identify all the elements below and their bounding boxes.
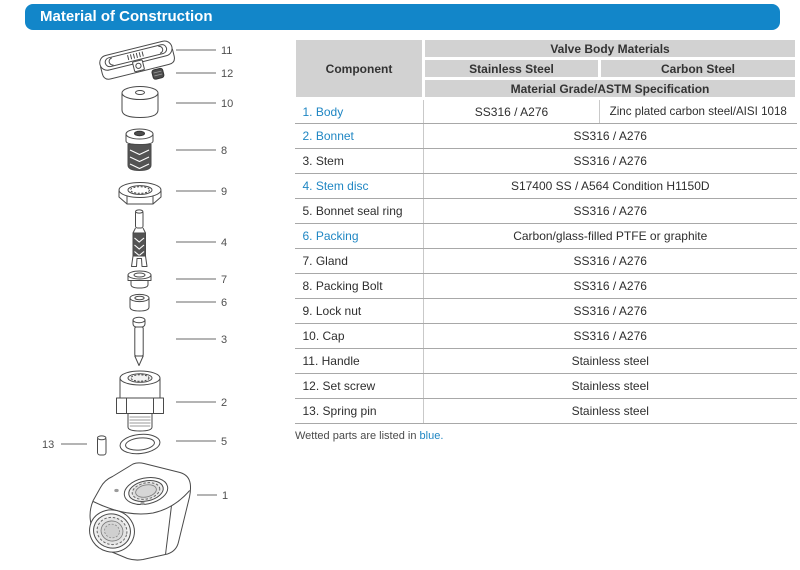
header-component: Component [295, 39, 424, 99]
table-row [295, 249, 797, 274]
material-cell: Stainless steel [424, 399, 797, 424]
material-cell: SS316 / A276 [424, 199, 797, 224]
part-packing-bolt [126, 129, 153, 171]
header-valve-body-materials: Valve Body Materials [424, 39, 797, 59]
table-row [295, 324, 797, 349]
component-cell: 2. Bonnet [295, 124, 424, 149]
callout-2: 2 [221, 397, 228, 409]
footnote-highlight: blue. [419, 430, 444, 442]
material-cell: SS316 / A276 [424, 99, 600, 124]
callout-12: 12 [221, 68, 234, 80]
part-packing [130, 294, 149, 311]
component-cell: 13. Spring pin [295, 399, 424, 424]
material-cell: SS316 / A276 [424, 149, 797, 174]
component-cell: 7. Gland [295, 249, 424, 274]
component-cell: 3. Stem [295, 149, 424, 174]
table-row [295, 299, 797, 324]
table-row [295, 149, 797, 174]
table-row [295, 349, 797, 374]
part-spring-pin [98, 436, 107, 455]
callout-4: 4 [221, 237, 228, 249]
materials-table [293, 37, 795, 442]
table-row [295, 174, 797, 199]
footnote [293, 430, 795, 442]
part-cap [122, 87, 158, 118]
part-lock-nut [119, 183, 161, 205]
component-cell: 10. Cap [295, 324, 424, 349]
table-row [295, 274, 797, 299]
callout-10: 10 [221, 98, 234, 110]
material-cell: SS316 / A276 [424, 249, 797, 274]
table-body [295, 99, 797, 424]
part-gland [128, 271, 151, 288]
callout-13: 13 [42, 439, 55, 451]
header-carbon-steel: Carbon Steel [600, 59, 797, 79]
component-cell: 9. Lock nut [295, 299, 424, 324]
part-bonnet [117, 371, 164, 431]
material-cell: SS316 / A276 [424, 324, 797, 349]
material-cell: SS316 / A276 [424, 274, 797, 299]
part-body [85, 463, 190, 560]
header-stainless-steel: Stainless Steel [424, 59, 600, 79]
material-cell: Carbon/glass-filled PTFE or graphite [424, 224, 797, 249]
component-cell: 8. Packing Bolt [295, 274, 424, 299]
callout-7: 7 [221, 274, 228, 286]
callout-6: 6 [221, 297, 228, 309]
component-cell: 6. Packing [295, 224, 424, 249]
table-row [295, 99, 797, 124]
material-cell: Stainless steel [424, 374, 797, 399]
material-cell: Stainless steel [424, 349, 797, 374]
callout-11: 11 [221, 45, 233, 57]
table-row [295, 399, 797, 424]
table-row [295, 124, 797, 149]
part-set-screw [151, 68, 164, 80]
callout-1: 1 [222, 490, 229, 502]
callout-8: 8 [221, 145, 228, 157]
table-row [295, 199, 797, 224]
page-title: Material of Construction [25, 4, 780, 30]
part-stem-disc [132, 210, 148, 267]
part-stem [133, 317, 145, 365]
table-row [295, 224, 797, 249]
component-cell: 11. Handle [295, 349, 424, 374]
callout-5: 5 [221, 436, 228, 448]
component-cell: 1. Body [295, 99, 424, 124]
callout-9: 9 [221, 186, 228, 198]
valve-exploded-diagram [0, 0, 290, 570]
footnote-text: Wetted parts are listed in [295, 430, 420, 442]
material-cell: S17400 SS / A564 Condition H1150D [424, 174, 797, 199]
material-cell: SS316 / A276 [424, 299, 797, 324]
table-row [295, 374, 797, 399]
component-cell: 4. Stem disc [295, 174, 424, 199]
header-material-grade: Material Grade/ASTM Specification [424, 79, 797, 99]
material-cell: SS316 / A276 [424, 124, 797, 149]
callout-3: 3 [221, 334, 228, 346]
component-cell: 5. Bonnet seal ring [295, 199, 424, 224]
part-bonnet-seal-ring [119, 432, 161, 455]
carbon-material-cell: Zinc plated carbon steel/AISI 1018 [600, 99, 797, 124]
component-cell: 12. Set screw [295, 374, 424, 399]
table-header [295, 39, 797, 99]
